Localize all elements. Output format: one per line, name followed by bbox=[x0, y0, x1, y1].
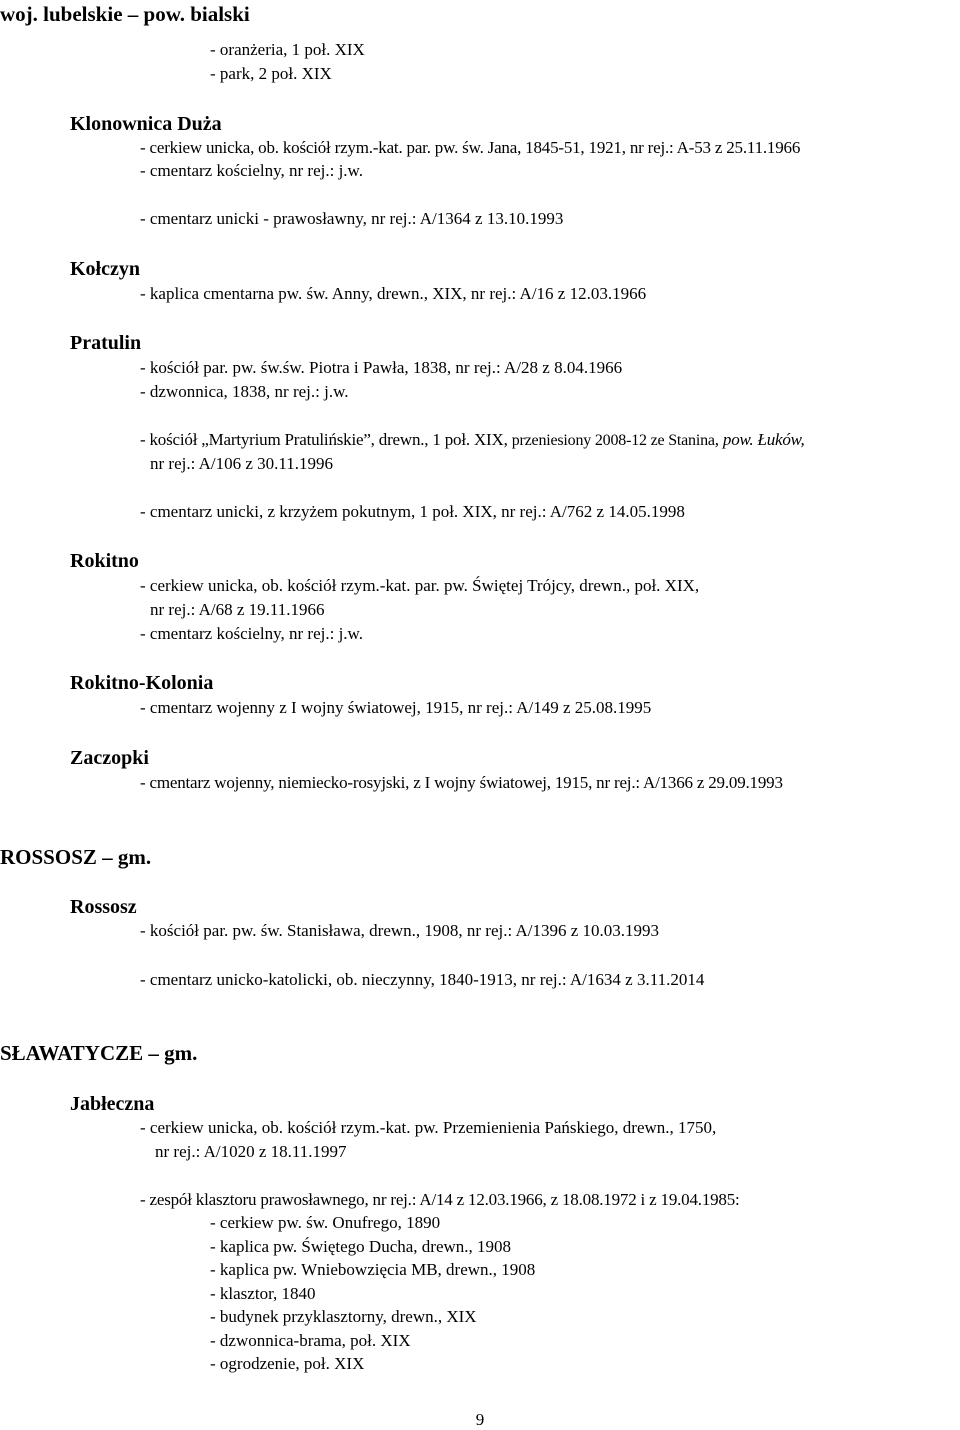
list-item: - oranżeria, 1 poł. XIX bbox=[210, 40, 365, 59]
sub-list-item: - kaplica pw. Świętego Ducha, drewn., 1908 bbox=[210, 1237, 512, 1256]
locality-heading: Rokitno-Kolonia bbox=[70, 672, 214, 694]
sub-list-item: - ogrodzenie, poł. XIX bbox=[210, 1354, 365, 1373]
list-item: - cerkiew unicka, ob. kościół rzym.-kat. pw. Przemienienia Pańskiego, drewn., 1750, bbox=[140, 1118, 717, 1137]
list-item: - cerkiew unicka, ob. kościół rzym.-kat. par. pw. Świętej Trójcy, drewn., poł. XIX, bbox=[140, 576, 700, 595]
list-item: - kaplica cmentarna pw. św. Anny, drewn., XIX, nr rej.: A/16 z 12.03.1966 bbox=[140, 284, 647, 303]
list-item: - cmentarz kościelny, nr rej.: j.w. bbox=[140, 624, 363, 643]
locality-heading: Pratulin bbox=[70, 332, 142, 354]
locality-heading: Jabłeczna bbox=[70, 1093, 155, 1115]
list-item: - zespół klasztoru prawosławnego, nr rej.: A/14 z 12.03.1966, z 18.08.1972 i z 19.04.1985: bbox=[140, 1190, 740, 1209]
commune-heading: SŁAWATYCZE – gm. bbox=[0, 1041, 198, 1065]
list-item: - cerkiew unicka, ob. kościół rzym.-kat. par. pw. św. Jana, 1845-51, 1921, nr rej.: A-53 z 25.11.1966 bbox=[140, 138, 801, 157]
list-item: - cmentarz wojenny z I wojny światowej, 1915, nr rej.: A/149 z 25.08.1995 bbox=[140, 698, 652, 717]
locality-heading: Klonownica Duża bbox=[70, 113, 222, 135]
list-item: - kościół par. pw. św.św. Piotra i Pawła, 1838, nr rej.: A/28 z 8.04.1966 bbox=[140, 358, 623, 377]
list-item-continuation: nr rej.: A/106 z 30.11.1996 bbox=[150, 454, 334, 473]
list-item-continuation: nr rej.: A/1020 z 18.11.1997 bbox=[155, 1142, 347, 1161]
locality-heading: Zaczopki bbox=[70, 747, 149, 769]
sub-list-item: - klasztor, 1840 bbox=[210, 1284, 316, 1303]
county-note: , pow. Łuków, bbox=[714, 430, 805, 449]
locality-heading: Rossosz bbox=[70, 896, 137, 918]
list-item: - park, 2 poł. XIX bbox=[210, 64, 332, 83]
region-header: woj. lubelskie – pow. bialski bbox=[0, 2, 250, 26]
list-item: - cmentarz unicki - prawosławny, nr rej.: A/1364 z 13.10.1993 bbox=[140, 209, 564, 228]
page-number: 9 bbox=[475, 1410, 485, 1429]
relocation-note: przeniesiony 2008-12 ze Stanina bbox=[511, 432, 715, 449]
commune-heading: ROSSOSZ – gm. bbox=[0, 845, 152, 869]
list-item-continuation: nr rej.: A/68 z 19.11.1966 bbox=[150, 600, 325, 619]
list-item: - cmentarz unicko-katolicki, ob. nieczynny, 1840-1913, nr rej.: A/1634 z 3.11.2014 bbox=[140, 970, 705, 989]
sub-list-item: - dzwonnica-brama, poł. XIX bbox=[210, 1331, 411, 1350]
list-item: - cmentarz kościelny, nr rej.: j.w. bbox=[140, 161, 363, 180]
locality-heading: Rokitno bbox=[70, 550, 139, 572]
list-item bbox=[140, 430, 805, 451]
sub-list-item: - kaplica pw. Wniebowzięcia MB, drewn., 1908 bbox=[210, 1260, 536, 1279]
locality-heading: Kołczyn bbox=[70, 258, 140, 280]
list-item: - dzwonnica, 1838, nr rej.: j.w. bbox=[140, 382, 349, 401]
sub-list-item: - cerkiew pw. św. Onufrego, 1890 bbox=[210, 1213, 441, 1232]
sub-list-item: - budynek przyklasztorny, drewn., XIX bbox=[210, 1307, 477, 1326]
text-segment: - kościół „Martyrium Pratulińskie”, drewn., 1 poł. XIX, bbox=[140, 430, 508, 449]
list-item: - cmentarz wojenny, niemiecko-rosyjski, z I wojny światowej, 1915, nr rej.: A/1366 z 29.09.1993 bbox=[140, 773, 783, 792]
list-item: - kościół par. pw. św. Stanisława, drewn., 1908, nr rej.: A/1396 z 10.03.1993 bbox=[140, 921, 660, 940]
list-item: - cmentarz unicki, z krzyżem pokutnym, 1 poł. XIX, nr rej.: A/762 z 14.05.1998 bbox=[140, 502, 685, 521]
